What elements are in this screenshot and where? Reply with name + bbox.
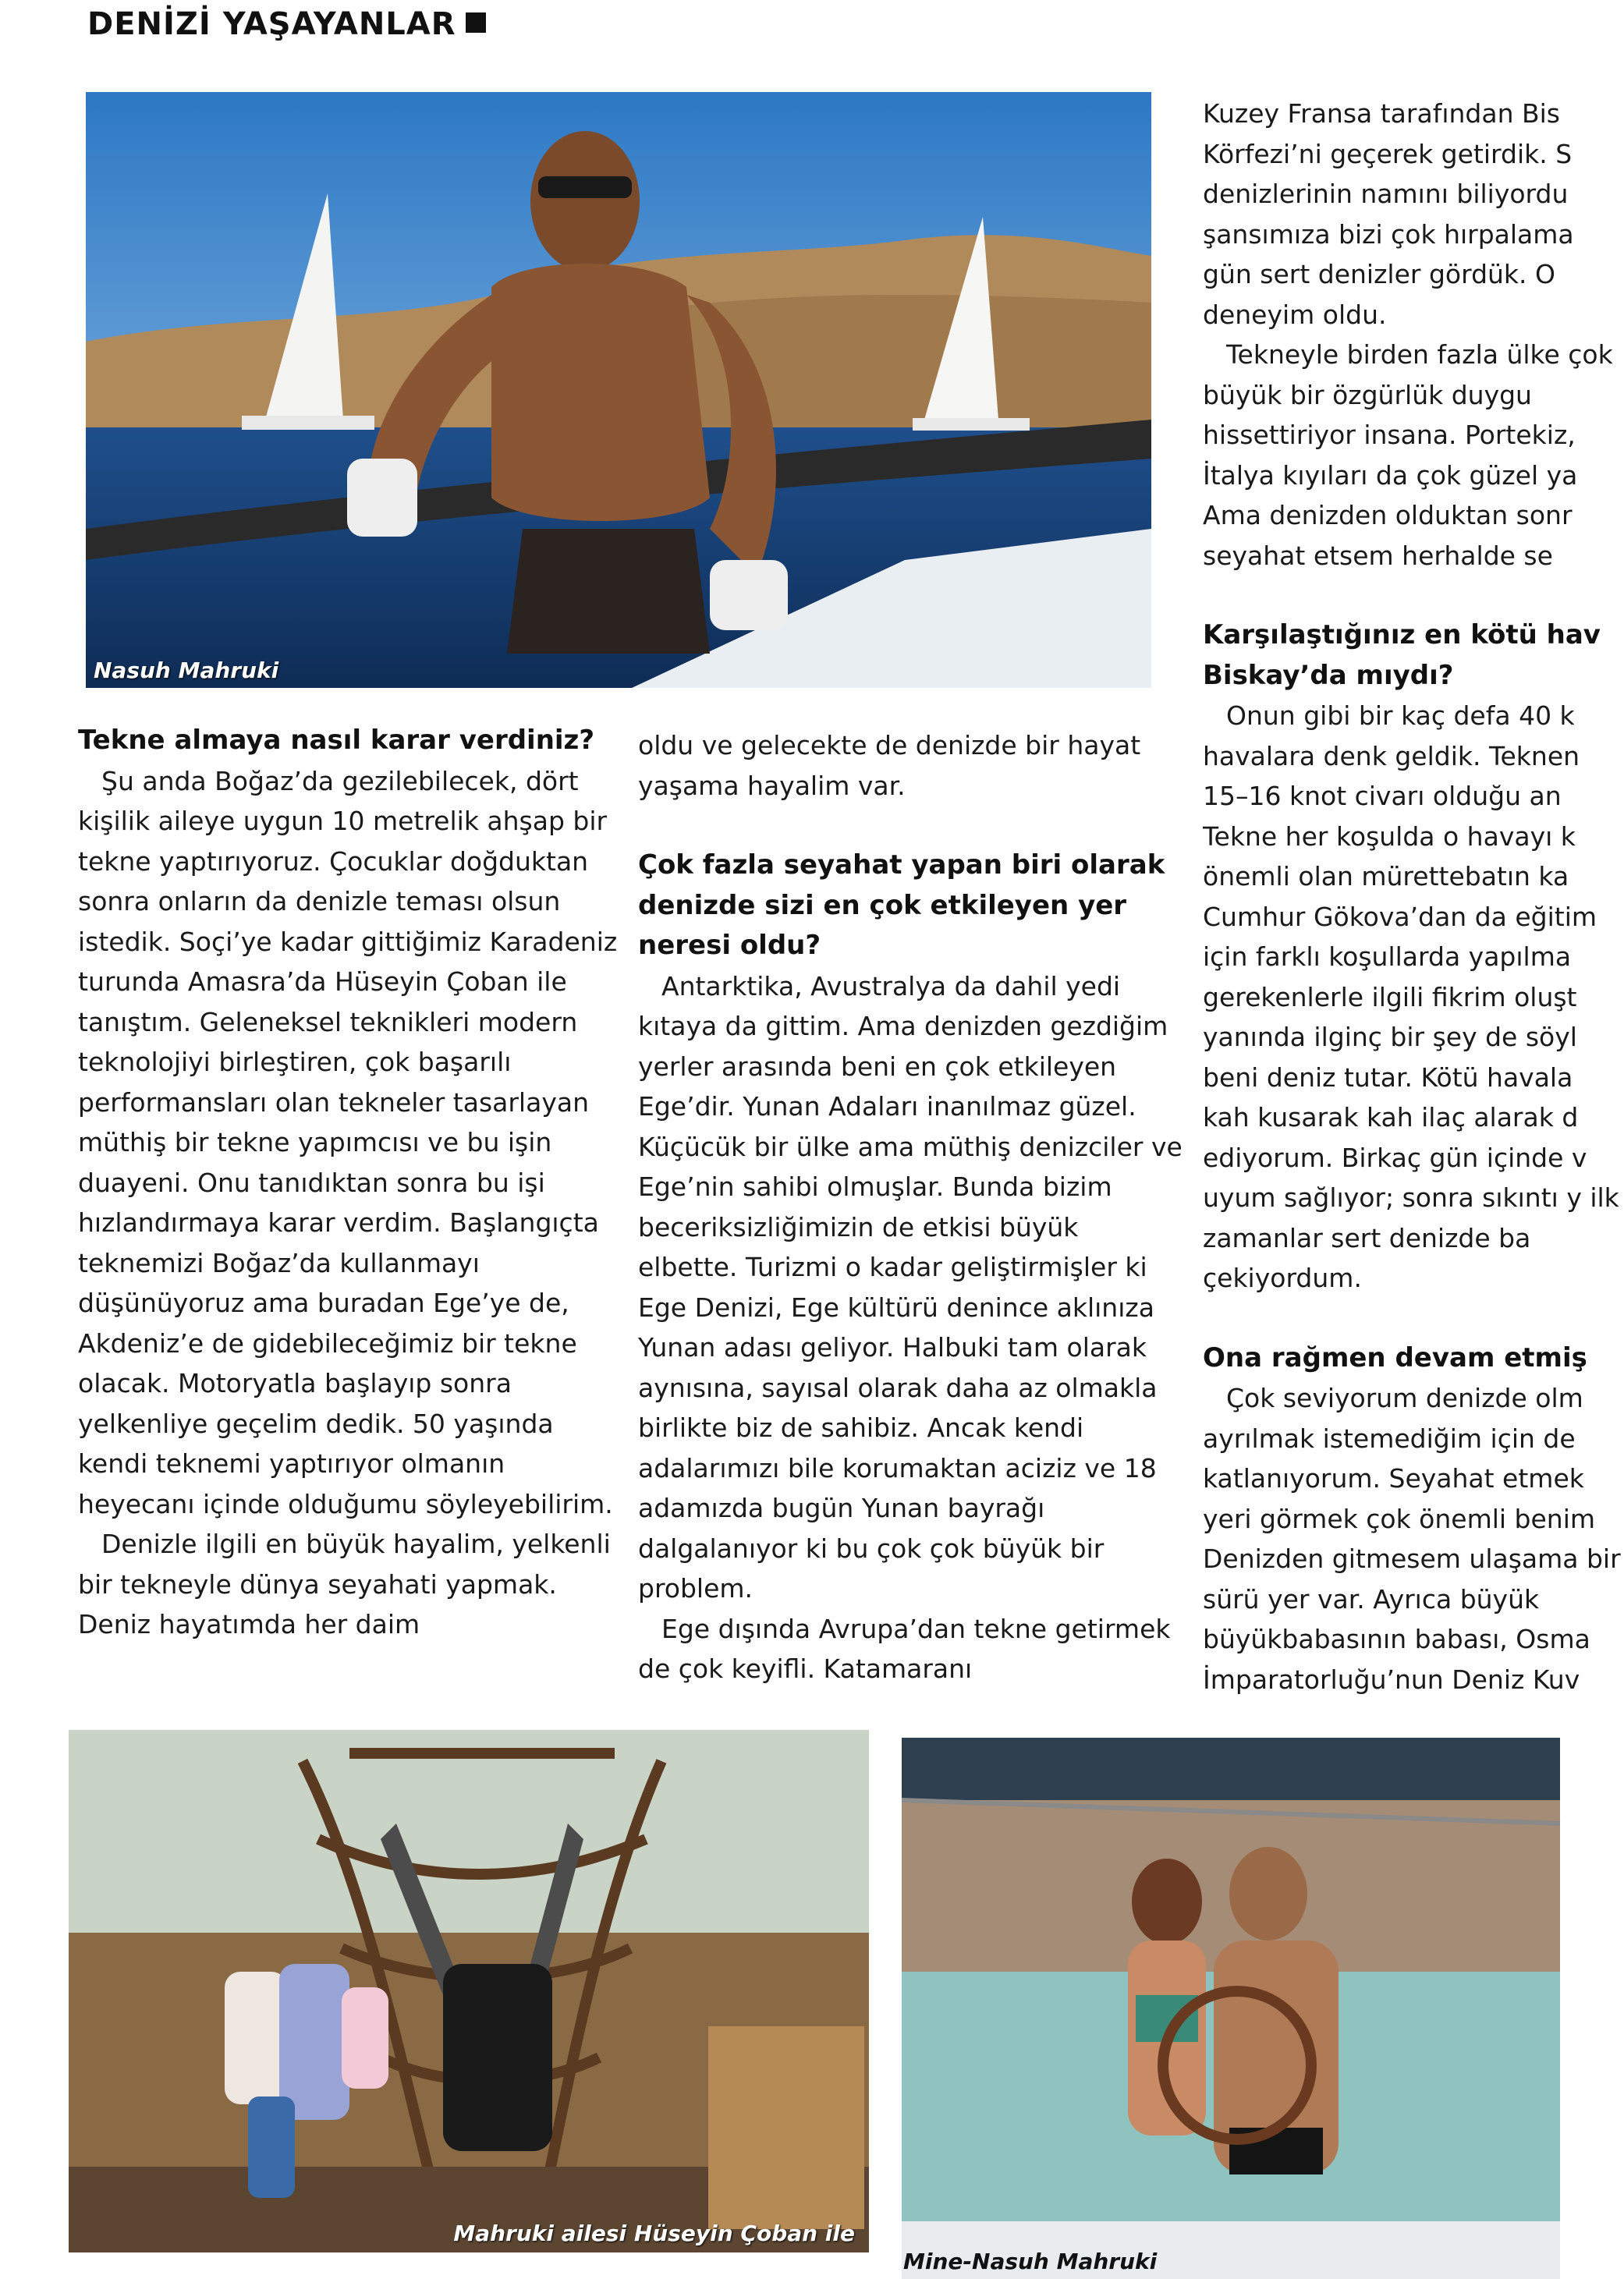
question-heading: Karşılaştığınız en kötü hav Biskay’da mıydı? [1203, 619, 1601, 691]
photo-bottom-left [69, 1730, 869, 2252]
photo-top [86, 92, 1151, 688]
photo-top-image [86, 92, 1151, 688]
article-column-1 [78, 721, 624, 1645]
paragraph: Antarktika, Avustralya da dahil yedi kıtaya da gittim. Ama denizden gezdiğim yerler arasında beni en çok etkileyen Ege’dir. Yunan Adaları inanılmaz güzel. Küçücük bir ülke ama müthiş denizciler ve Ege’nin sahibi olmuşlar. Bunda bizim beceriksizliğimizin de etkisi büyük elbette. Turizmi o kadar geliştirmişler ki Ege Denizi, Ege kültürü denince aklınıza Yunan adası geliyor. Halbuki tam olarak aynısına, sayısal olarak daha az olmakla birlikte biz de sahibiz. Ancak kendi adalarımızı bile korumaktan aciziz ve 18 adamızda bugün Yunan bayrağı dalgalanıyor ki bu çok çok büyük bir problem. [638, 970, 1183, 1604]
paragraph: oldu ve gelecekte de denizde bir hayat yaşama hayalim var. [638, 730, 1141, 801]
paragraph: Onun gibi bir kaç defa 40 k havalara denk geldik. Teknen 15–16 knot civarı olduğu an Tekne her koşulda o havayı k önemli olan mürettebatın ka Cumhur Gökova’dan da eğitim için farklı koşullarda yapılma gerekenlerle ilgili fikrim oluşt yanında ilginç bir şey de söyl beni deniz tutar. Kötü havala kah kusarak kah ilaç alarak d ediyorum. Birkaç gün içinde v uyum sağlıyor; sonra sıkıntı y ilk zamanlar sert denizde ba çekiyordum. [1203, 700, 1619, 1293]
article-column-3 [1203, 94, 1624, 1708]
section-label [87, 6, 486, 42]
article-column-2 [638, 725, 1184, 1689]
paragraph: Tekneyle birden fazla ülke çok büyük bir özgürlük duygu hissettiriyor insana. Portekiz, İtalya kıyıları da çok güzel ya Ama denizden olduktan sonr seyahat etsem herhalde se [1203, 339, 1613, 571]
paragraph: Şu anda Boğaz’da gezilebilecek, dört kişilik aileye uygun 10 metrelik ahşap bir tekne yaptırıyoruz. Çocuklar doğduktan sonra onların da denizle teması olsun istedik. Soçi’ye kadar gittiğimiz Karadeniz turunda Amasra’da Hüseyin Çoban ile tanıştım. Geleneksel teknikleri modern teknolojiyi birleştiren, çok başarılı performansları olan tekneler tasarlayan müthiş bir tekne yapımcısı ve bu işin duayeni. Onu tanıdıktan sonra bu işi hızlandırmaya karar verdim. Başlangıçta teknemizi Boğaz’da kullanmayı düşünüyoruz ama buradan Ege’ye de, Akdeniz’e de gidebileceğimiz bir tekne olacak. Motoryatla başlayıp sonra yelkenliye geçelim dedik. 50 yaşında kendi teknemi yaptırıyor olmanın heyecanı içinde olduğumu söyleyebilirim. [78, 765, 618, 1519]
question-heading: Çok fazla seyahat yapan biri olarak denizde sizi en çok etkileyen yer neresi oldu? [638, 849, 1165, 961]
section-square-icon [466, 12, 486, 33]
photo-bottom-right-image [902, 1738, 1560, 2279]
photo-bottom-right [902, 1738, 1560, 2279]
paragraph: Denizle ilgili en büyük hayalim, yelkenli bir tekneyle dünya seyahati yapmak. Deniz hayatımda her daim [78, 1529, 611, 1639]
paragraph: Çok seviyorum denizde olm ayrılmak istemediğim için de katlanıyorum. Seyahat etmek yeri görmek çok önemli benim Denizden gitmesem ulaşama bir sürü yer var. Ayrıca büyük büyükbabasının babası, Osma İmparatorluğu’nun Deniz Kuv [1203, 1383, 1621, 1695]
question-heading: Tekne almaya nasıl karar verdiniz? [78, 725, 595, 756]
photo-bottom-left-caption: Mahruki ailesi Hüseyin Çoban ile [453, 2221, 855, 2246]
photo-bottom-right-caption: Mine-Nasuh Mahruki [903, 2249, 1158, 2274]
paragraph: Ege dışında Avrupa’dan tekne getirmek de çok keyifli. Katamaranı [638, 1613, 1171, 1684]
question-heading: Ona rağmen devam etmiş [1203, 1342, 1587, 1373]
photo-top-caption: Nasuh Mahruki [94, 657, 279, 683]
paragraph: Kuzey Fransa tarafından Bis Körfezi’ni geçerek getirdik. S denizlerinin namını biliyordu şansımıza bizi çok hırpalama gün sert denizler gördük. O deneyim oldu. [1203, 98, 1574, 330]
section-label-text: DENİZİ YAŞAYANLAR [87, 6, 456, 42]
photo-bottom-left-image [69, 1730, 869, 2252]
